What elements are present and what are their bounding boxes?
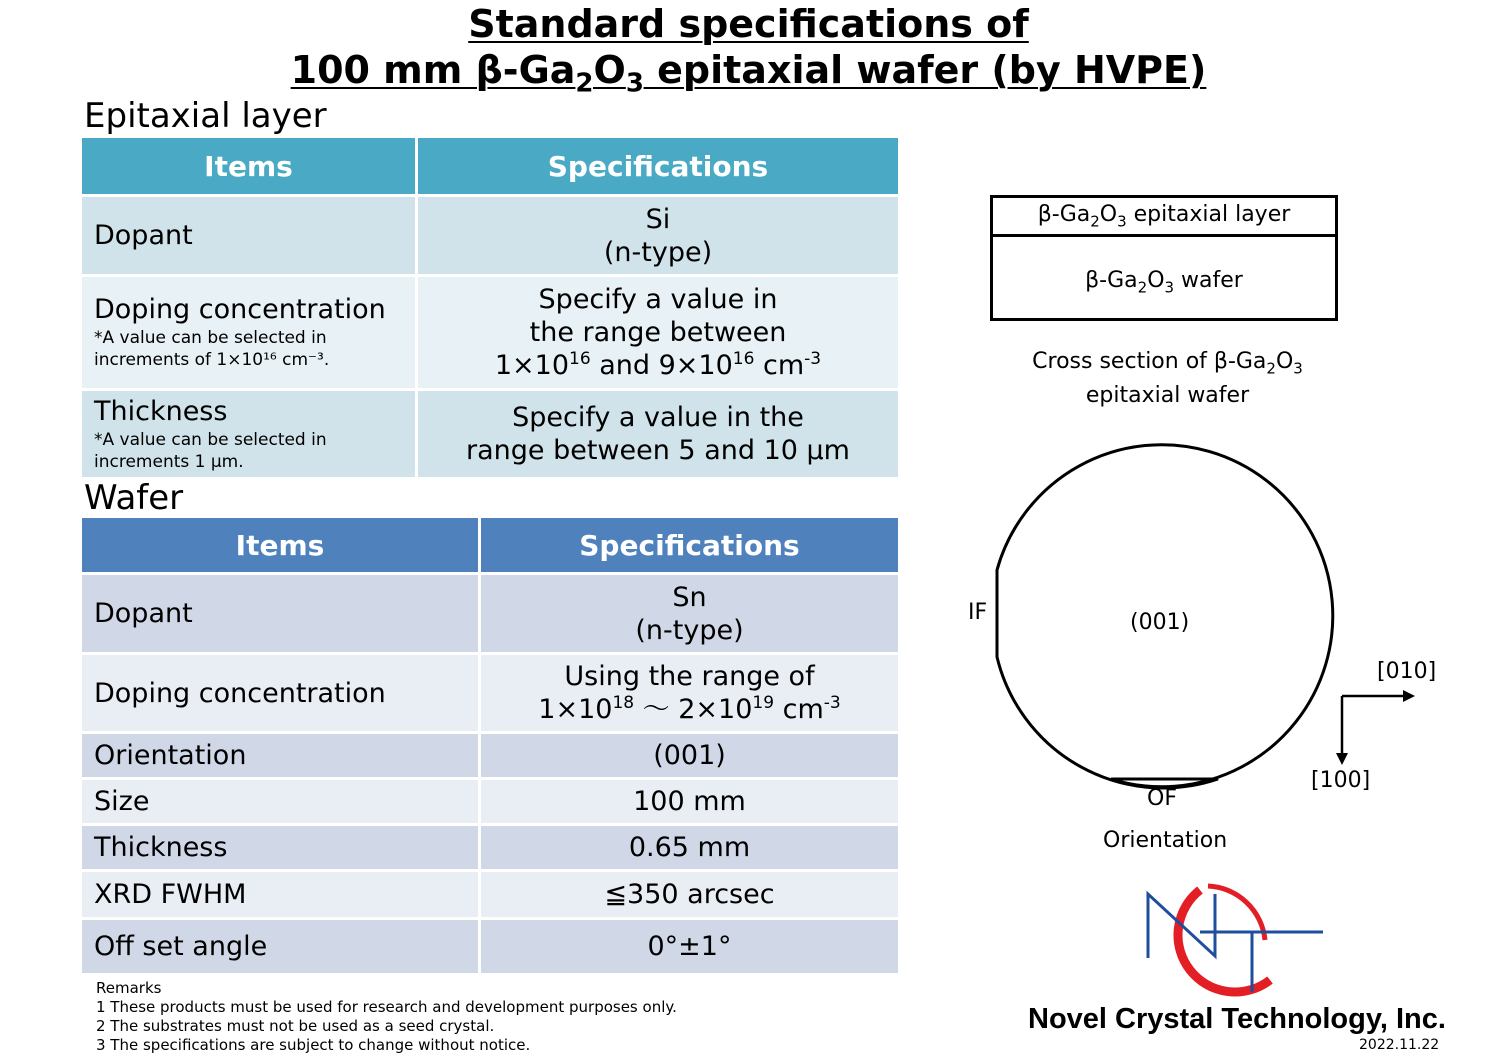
epi-thickness-item: Thickness *A value can be selected in increments 1 μm.	[82, 391, 415, 477]
wafer-offset-spec: 0°±1°	[481, 920, 898, 973]
wafer-col-specs: Specifications	[481, 518, 898, 572]
epi-col-items: Items	[82, 138, 415, 194]
title-line-1: Standard specifications of	[468, 2, 1029, 46]
wafer-dopant-item: Dopant	[82, 575, 478, 652]
wafer-doping-spec: Using the range of $1\times 10^{18}$ ～ $2\times 10^{19}$ $cm^{-3}$	[481, 655, 898, 731]
epi-doping-item: Doping concentration *A value can be selected in increments of 1×10¹⁶ cm⁻³.	[82, 277, 415, 388]
epi-doping-spec: Specify a value in the range between $1\times 10^{16}$ and $9\times 10^{16}$ $cm^{-3}$	[418, 277, 898, 388]
wafer-size-item: Size	[82, 780, 478, 823]
wafer-xrd-spec: ≦350 arcsec	[481, 872, 898, 917]
epi-col-specs: Specifications	[418, 138, 898, 194]
orientation-caption: Orientation	[1103, 828, 1228, 853]
arrow-010-head	[1403, 690, 1415, 702]
remarks	[96, 979, 677, 1055]
wafer-offset-item: Off set angle	[82, 920, 478, 973]
remark-3: 3 The specifications are subject to change without notice.	[96, 1036, 531, 1054]
company-logo	[1140, 880, 1330, 1000]
document-date: 2022.11.22	[1359, 1037, 1440, 1053]
wafer-orientation-item: Orientation	[82, 734, 478, 777]
wafer-col-items: Items	[82, 518, 478, 572]
wafer-xrd-item: XRD FWHM	[82, 872, 478, 917]
wafer-doping-item: Doping concentration	[82, 655, 478, 731]
cross-section-caption: Cross section of $\beta-Ga_2O_3$ epitaxial wafer	[1032, 349, 1303, 409]
epitaxial-layer-heading: Epitaxial layer	[84, 96, 327, 136]
logo-red-arc	[1178, 890, 1270, 992]
epi-dopant-item: Dopant	[82, 197, 415, 274]
remark-1: 1 These products must be used for research and development purposes only.	[96, 998, 677, 1016]
epi-thickness-note: *A value can be selected in increments 1 μm.	[94, 429, 327, 472]
wafer-heading: Wafer	[84, 478, 184, 518]
wafer-plane-label: (001)	[1130, 610, 1190, 635]
epi-dopant-spec: Si (n-type)	[418, 197, 898, 274]
direction-010-label: [010]	[1377, 659, 1437, 684]
wafer-thickness-item: Thickness	[82, 826, 478, 869]
orientation-flat-label: OF	[1147, 786, 1177, 811]
wafer-layer-label: $\beta-Ga_2O_3$ wafer	[1085, 268, 1243, 297]
cross-section-diagram	[990, 195, 1338, 321]
wafer-dopant-spec: Sn (n-type)	[481, 575, 898, 652]
epitaxial-layer-label: $\beta-Ga_2O_3$ epitaxial layer	[993, 198, 1335, 237]
epi-doping-note: *A value can be selected in increments of 1×10¹⁶ cm⁻³.	[94, 328, 330, 370]
remarks-heading: Remarks	[96, 979, 162, 997]
company-name: Novel Crystal Technology, Inc.	[1028, 1003, 1446, 1035]
remark-2: 2 The substrates must not be used as a seed crystal.	[96, 1017, 495, 1035]
wafer-orientation-spec: (001)	[481, 734, 898, 777]
index-flat-label: IF	[968, 600, 988, 625]
wafer-spec-table	[79, 515, 901, 976]
wafer-size-spec: 100 mm	[481, 780, 898, 823]
arrow-100-head	[1336, 753, 1348, 765]
wafer-thickness-spec: 0.65 mm	[481, 826, 898, 869]
epitaxial-spec-table	[79, 135, 901, 480]
direction-100-label: [100]	[1311, 768, 1371, 793]
epi-thickness-spec: Specify a value in the range between 5 and 10 μm	[418, 391, 898, 477]
title-line-2: 100 mm $\beta-Ga_2O_3$ epitaxial wafer (by HVPE)	[290, 48, 1207, 99]
